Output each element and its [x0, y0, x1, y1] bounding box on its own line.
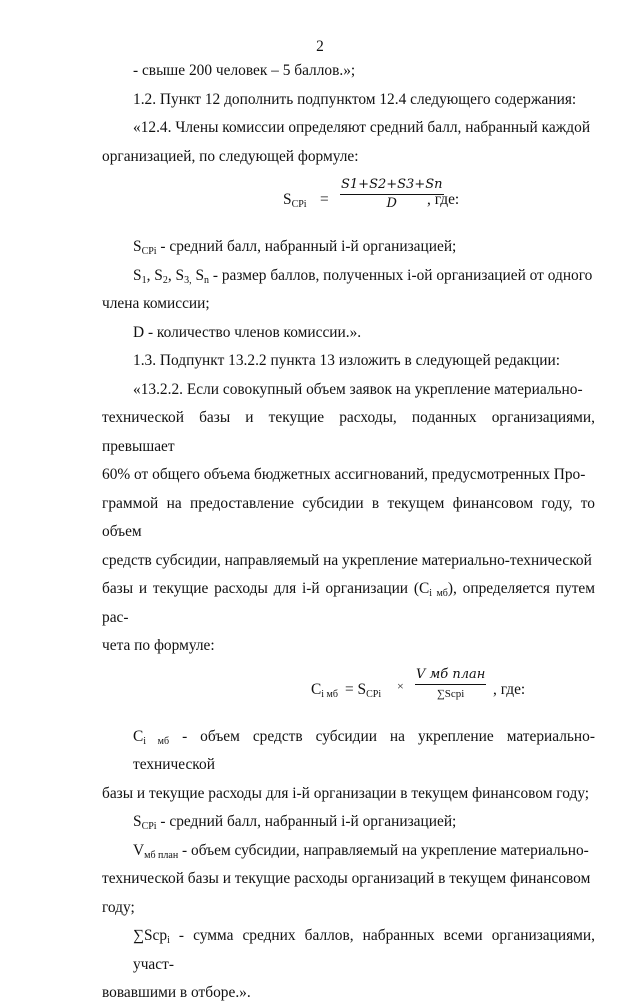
- formula-subsidy: [133, 661, 595, 723]
- formula-lhs: $S_{CPi}$: [283, 191, 307, 210]
- paragraph: «13.2.2. Если совокупный объем заявок на укрепление материально-: [133, 380, 583, 398]
- formula-numerator: S1+S2+S3+Sn: [340, 177, 444, 195]
- paragraph: 1.3. Подпункт 13.2.2 пункта 13 изложить в следующей редакции:: [133, 352, 561, 369]
- formula-tail: , где:: [493, 680, 526, 698]
- definition-item: $S_{CPi}$ - средний балл, набранный i-й организацией;: [133, 238, 457, 257]
- paragraph: [133, 86, 595, 115]
- formula-2: [311, 667, 611, 717]
- definition-continued: году;: [102, 898, 135, 916]
- text-line: - свыше 200 человек – 5 баллов.»;: [133, 62, 356, 79]
- formula-equals: = $S_{CPi}$: [345, 680, 382, 700]
- formula-tail: , где:: [427, 191, 460, 208]
- formula-denominator: D: [386, 196, 397, 211]
- formula-equals: =: [320, 191, 329, 208]
- definition-item: ∑Scp$_i$ - сумма средних баллов, набранных всеми организациями, участ-: [133, 927, 595, 973]
- definition-continued: технической базы и текущие расходы организаций в текущем финансовом: [102, 870, 591, 887]
- definition-continued: вовавшими в отборе.».: [102, 984, 251, 1001]
- paragraph-continued: средств субсидии, направляемый на укрепление материально-технической: [102, 551, 592, 569]
- paragraph-continued: чета по формуле:: [102, 637, 215, 654]
- paragraph-continued: базы и текущие расходы для i-й организации $(C_{i мб})$, определяется путем рас-: [102, 580, 595, 626]
- paragraph: [133, 114, 595, 143]
- formula-average-score: [133, 171, 595, 233]
- page-number: 2: [316, 38, 324, 55]
- formula-times: ×: [397, 678, 404, 693]
- definition-item: D - количество членов комиссии.».: [133, 323, 362, 341]
- definition-item: $S_{CPi}$ - средний балл, набранный i-й организацией;: [133, 813, 457, 832]
- document-body: [102, 57, 595, 1008]
- formula-denominator: ∑Scpi: [436, 687, 465, 700]
- formula-numerator: V мб план: [415, 667, 486, 685]
- formula-lhs: $C_{i мб}$: [311, 680, 338, 700]
- definition-item: $C_{i мб}$ - объем средств субсидии на укрепление материально-технической: [133, 727, 595, 773]
- paragraph-continued: технической базы и текущие расходы, поданных организациями, превышает: [102, 409, 595, 455]
- formula-fraction: [415, 667, 486, 702]
- definition-continued: базы и текущие расходы для i-й организации в текущем финансовом году;: [102, 784, 590, 802]
- paragraph-continued: граммой на предоставление субсидии в текущем финансовом году, то объем: [102, 494, 595, 540]
- text-line: 1.2. Пункт 12 дополнить подпунктом 12.4 следующего содержания:: [133, 90, 577, 108]
- paragraph-continued: [102, 143, 595, 172]
- formula-1: [283, 177, 583, 227]
- definition-item: $S_1$, $S_2$, $S_{3,}$ $S_n$ - размер баллов, полученных i-ой организацией от одного: [133, 266, 593, 286]
- text-line: «12.4. Члены комиссии определяют средний балл, набранный каждой: [133, 119, 591, 136]
- paragraph-continued: 60% от общего объема бюджетных ассигнований, предусмотренных Про-: [102, 466, 586, 483]
- list-item: [133, 57, 595, 86]
- definition-item: $V_{мб план}$ - объем субсидии, направляемый на укрепление материально-: [133, 841, 589, 861]
- definition-continued: члена комиссии;: [102, 295, 210, 312]
- text-line: организацией, по следующей формуле:: [102, 147, 359, 165]
